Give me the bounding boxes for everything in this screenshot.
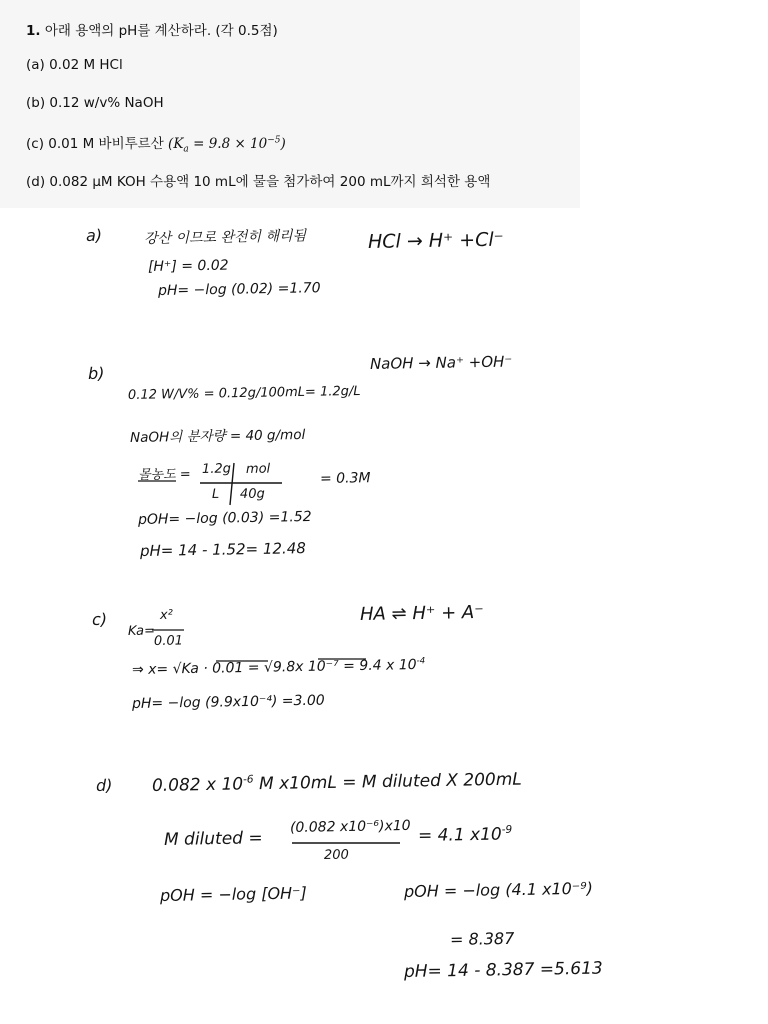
problem-b: (b) 0.12 w/v% NaOH (26, 95, 164, 111)
poh-calculation: pOH = −log (4.1 x10⁻⁹) (403, 878, 594, 901)
solution-d-label: d) (95, 775, 113, 795)
ka-expression: $(K_a = 9.8 \times 10^{-5})$ (168, 135, 286, 155)
solution-a-reaction: HCl → H⁺ +Cl⁻ (367, 228, 504, 253)
fraction-den-right: 40g (239, 486, 265, 502)
ka-numerator: x² (159, 607, 174, 623)
solution-b-poh: pOH= −log (0.03) =1.52 (137, 508, 312, 528)
solution-d-dilution: 0.082 x $10^{-6}$ M x10mL = M diluted X 200mL (151, 769, 522, 796)
solution-a-ph: pH= −log (0.02) =1.70 (157, 280, 321, 299)
m-fraction-denominator: 200 (323, 847, 349, 863)
solution-b-ph: pH= 14 - 1.52= 12.48 (139, 539, 306, 560)
solution-c-x-expression: ⇒ x= √Ka · 0.01 = √9.8x 10⁻⁷ = 9.4 x $10^{-4}$ (131, 656, 426, 678)
m-diluted-label: M diluted = (163, 828, 263, 850)
solution-c-label: c) (91, 609, 108, 629)
solution-c-ph: pH= −log (9.9x10⁻⁴) =3.00 (131, 692, 325, 712)
ka-denominator: 0.01 (153, 633, 184, 649)
problem-instruction: 1. 아래 용액의 pH를 계산하라. (각 0.5점) (26, 23, 278, 39)
solution-b-label: b) (87, 363, 105, 383)
fraction-den-left: L (211, 486, 220, 502)
solution-a-label: a) (85, 225, 103, 245)
problem-number: 1. (26, 23, 41, 39)
fraction-num-right: mol (245, 461, 271, 477)
solution-b-reaction: NaOH → Na⁺ +OH⁻ (369, 352, 513, 373)
fraction-num-left: 1.2g (201, 461, 232, 477)
solution-a-h-conc: [H⁺] = 0.02 (147, 257, 229, 275)
m-diluted-result: = 4.1 $x10^{-9}$ (417, 823, 513, 846)
ka-label: Ka= (127, 623, 156, 639)
solution-b-molar-mass: NaOH의 분자량 = 40 g/mol (129, 426, 306, 446)
solution-c-equilibrium: HA ⇌ H⁺ + A⁻ (359, 601, 484, 625)
problem-c: (c) 0.01 M 바비투르산 $(K_a = 9.8 \times 10^{-5})$ (26, 135, 286, 155)
solution-d-ph: pH= 14 - 8.387 =5.613 (403, 958, 603, 982)
solution-a-note: 강산 이므로 완전히 해리됨 (143, 228, 307, 247)
m-fraction-numerator: (0.082 x10⁻⁶)x10 (289, 817, 411, 836)
solution-b-molarity-result: = 0.3M (319, 470, 371, 487)
problem-d: (d) 0.082 μM KOH 수용액 10 mL에 물을 첨가하여 200 mL까지 희석한 용액 (26, 174, 491, 190)
poh-definition: pOH = −log [OH⁻] (159, 883, 307, 905)
solution-b-molarity-label: 몰농도 = (137, 467, 191, 483)
poh-value: = 8.387 (449, 928, 515, 949)
solution-b-conversion: 0.12 W/V% = 0.12g/100mL= 1.2g/L (127, 383, 361, 403)
problem-a: (a) 0.02 M HCl (26, 57, 123, 73)
